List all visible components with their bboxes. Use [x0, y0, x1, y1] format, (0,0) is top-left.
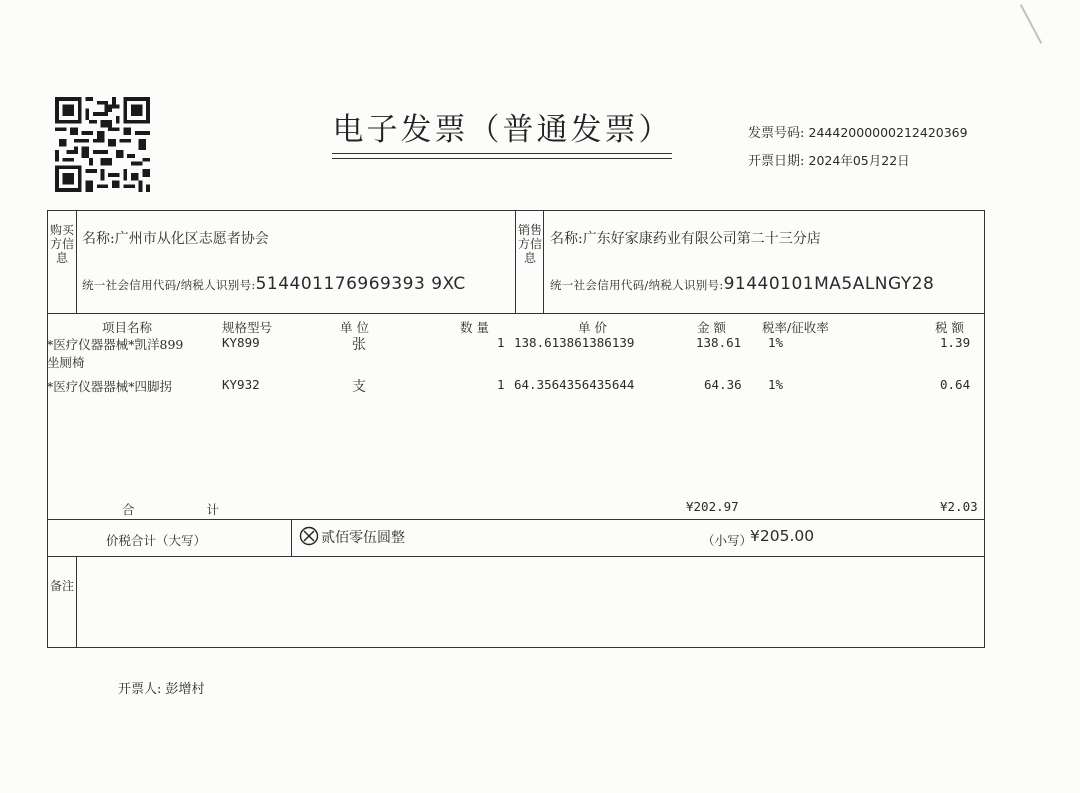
buyer-side-label: 购买方信息	[49, 223, 74, 265]
col-tax: 税 额	[935, 320, 964, 335]
item-1-price: 138.613861386139	[514, 335, 635, 350]
qr-code-icon	[55, 97, 150, 192]
seller-name-row	[550, 228, 821, 248]
seller-side-label: 销售方信息	[517, 223, 542, 265]
party-divider-line	[48, 313, 984, 314]
remarks-label-divider	[76, 556, 77, 648]
item-1-amount: 138.61	[696, 335, 742, 350]
item-1-spec: KY899	[222, 335, 260, 350]
grand-total-upper: 贰佰零伍圆整	[321, 530, 405, 546]
buyer-taxid-row	[82, 274, 466, 294]
seller-name-label: 名称:	[550, 231, 583, 247]
buyer-name-row	[82, 228, 269, 248]
item-2-unit: 支	[352, 379, 366, 395]
item-2-qty: 1	[497, 377, 505, 392]
buyer-name-label: 名称:	[82, 231, 115, 247]
item-2-rate: 1%	[768, 377, 784, 392]
grand-total-divider-line	[48, 556, 984, 557]
remarks-label: 备注	[49, 579, 74, 593]
buyer-taxid-label: 统一社会信用代码/纳税人识别号:	[82, 278, 256, 292]
item-1-name: *医疗仪器器械*凯洋899	[47, 337, 184, 352]
item-1-qty: 1	[497, 335, 505, 350]
grand-total-label: 价税合计（大写）	[106, 533, 207, 548]
circle-x-icon	[299, 526, 319, 546]
grand-total-lower-label: （小写）	[702, 533, 753, 548]
item-1-rate: 1%	[768, 335, 784, 350]
seller-label-divider	[543, 211, 544, 313]
invoice-number-label: 发票号码:	[748, 126, 805, 141]
item-2-tax: 0.64	[940, 377, 971, 392]
total-label: 合 计	[122, 502, 253, 517]
item-2-amount: 64.36	[704, 377, 742, 392]
col-rate: 税率/征收率	[762, 320, 829, 335]
item-2-spec: KY932	[222, 377, 260, 392]
total-divider-line	[48, 519, 984, 520]
issue-date-row	[748, 150, 910, 169]
item-2-name: *医疗仪器器械*四脚拐	[47, 379, 173, 394]
party-middle-divider	[515, 211, 516, 313]
col-qty: 数 量	[460, 320, 489, 335]
seller-taxid-row	[550, 274, 934, 294]
seller-taxid-label: 统一社会信用代码/纳税人识别号:	[550, 278, 724, 292]
issuer-row	[118, 678, 205, 697]
grand-total-label-divider	[291, 519, 292, 556]
col-price: 单 价	[578, 320, 607, 335]
col-unit: 单 位	[340, 320, 369, 335]
buyer-taxid: 514401176969393 9XC	[255, 274, 466, 294]
col-spec: 规格型号	[222, 320, 273, 335]
item-2-price: 64.3564356435644	[514, 377, 635, 392]
issuer-name: 彭增村	[165, 682, 205, 697]
item-1-unit: 张	[352, 337, 366, 353]
col-amount: 金 额	[697, 320, 726, 335]
title-underline-bottom	[332, 158, 672, 159]
total-amount: ¥202.97	[686, 499, 739, 514]
item-1-tax: 1.39	[940, 335, 971, 350]
buyer-label-divider	[76, 211, 77, 313]
issue-date: 2024年05月22日	[808, 153, 910, 168]
grand-total-lower: ¥205.00	[750, 527, 815, 545]
issuer-label: 开票人:	[118, 682, 162, 697]
invoice-number-row	[748, 122, 968, 141]
scan-artifact-mark	[1020, 4, 1042, 44]
col-item-name: 项目名称	[102, 320, 153, 335]
seller-name: 广东好家康药业有限公司第二十三分店	[582, 231, 821, 247]
item-1-name-line2: 坐厕椅	[47, 355, 85, 370]
total-tax: ¥2.03	[940, 499, 978, 514]
invoice-number: 24442000000212420369	[808, 125, 968, 140]
buyer-name: 广州市从化区志愿者协会	[114, 231, 269, 247]
title-underline-top	[332, 153, 672, 154]
issue-date-label: 开票日期:	[748, 154, 805, 169]
invoice-title: 电子发票（普通发票）	[332, 112, 673, 148]
seller-taxid: 91440101MA5ALNGY28	[723, 274, 935, 294]
